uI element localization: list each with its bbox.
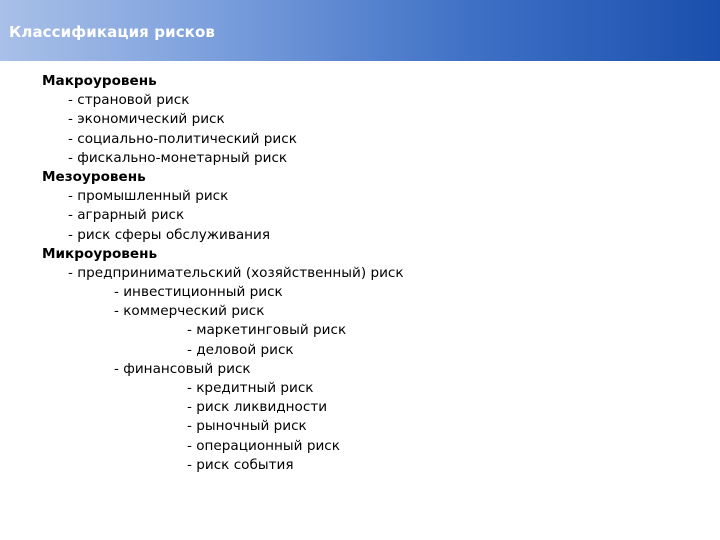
risk-classification-list [42,72,682,475]
micro-level-heading: Микроуровень [42,245,158,262]
title-bar [0,0,720,61]
list-item: - экономический риск [68,111,225,128]
list-item: - риск события [187,456,294,473]
list-item: - маркетинговый риск [187,322,347,339]
list-item: - фискально-монетарный риск [68,149,288,166]
list-item: - аграрный риск [68,207,185,224]
list-item: - промышленный риск [68,188,229,205]
slide-title: Классификация рисков [9,23,215,41]
list-item: - социально-политический риск [68,130,297,147]
list-item: - риск ликвидности [187,399,328,416]
business-risk-item: - предпринимательский (хозяйственный) риск [68,264,404,281]
list-item: - страновой риск [68,92,190,109]
list-item: - кредитный риск [187,380,314,396]
meso-level-heading: Мезоуровень [42,168,146,185]
macro-level-heading: Макроуровень [42,73,157,89]
list-item: - операционный риск [187,437,340,454]
investment-risk-item: - инвестиционный риск [114,284,283,301]
list-item: - риск сферы обслуживания [68,226,271,243]
list-item: - деловой риск [187,341,294,358]
commercial-risk-item: - коммерческий риск [114,303,265,320]
list-item: - рыночный риск [187,418,307,435]
financial-risk-item: - финансовый риск [114,360,251,377]
